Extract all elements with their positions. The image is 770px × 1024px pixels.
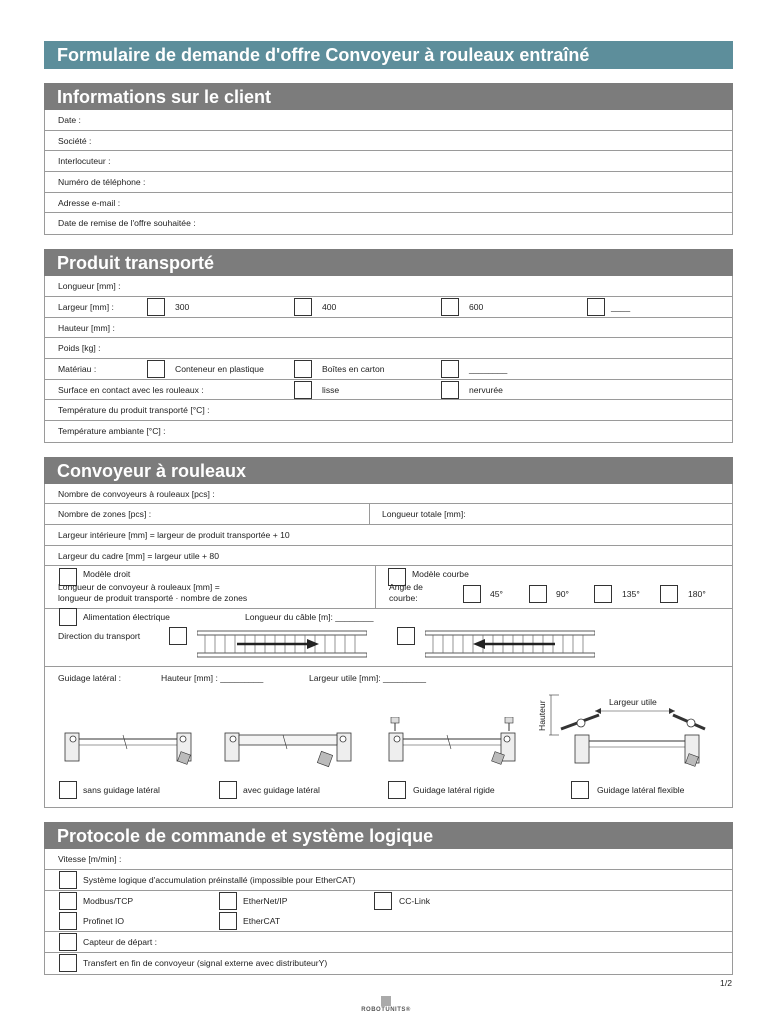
guide-height-field[interactable]: Hauteur [mm] : _________ bbox=[161, 673, 264, 684]
ethernet-ip-checkbox[interactable] bbox=[219, 892, 237, 910]
conveyor-heading: Convoyeur à rouleaux bbox=[44, 457, 733, 484]
width-400-checkbox[interactable] bbox=[294, 298, 312, 316]
direction-left-diagram bbox=[425, 627, 595, 661]
form-title: Formulaire de demande d'offre Convoyeur à rouleaux entraîné bbox=[44, 41, 733, 69]
cc-link-label: CC-Link bbox=[399, 895, 431, 906]
brand-name: ROBOTUNITS® bbox=[361, 1007, 411, 1013]
inner-width-note: Largeur intérieure [mm] = largeur de produit transportée + 10 bbox=[45, 525, 732, 546]
conveyor-section bbox=[44, 484, 733, 809]
angle-135-checkbox[interactable] bbox=[594, 585, 612, 603]
protocols-row-2 bbox=[45, 911, 732, 932]
guide-rigid-checkbox[interactable] bbox=[388, 781, 406, 799]
width-300-label: 300 bbox=[175, 301, 190, 312]
logic-checkbox[interactable] bbox=[59, 871, 77, 889]
ethercat-checkbox[interactable] bbox=[219, 912, 237, 930]
product-heading: Produit transporté bbox=[44, 249, 733, 276]
width-300-checkbox[interactable] bbox=[147, 298, 165, 316]
surface-row bbox=[45, 380, 732, 401]
profinet-label: Profinet IO bbox=[83, 916, 125, 927]
guide-none-label: sans guidage latéral bbox=[83, 785, 160, 796]
material-carton-checkbox[interactable] bbox=[294, 360, 312, 378]
width-400-label: 400 bbox=[322, 301, 337, 312]
ethernet-ip-label: EtherNet/IP bbox=[243, 895, 288, 906]
product-length-field[interactable]: Longueur [mm] : bbox=[45, 276, 732, 297]
ambient-temp-field[interactable]: Température ambiante [°C] : bbox=[58, 425, 166, 436]
material-carton-label: Boîtes en carton bbox=[322, 363, 385, 374]
straight-formula-1: Longueur de convoyeur à rouleaux [mm] = bbox=[58, 582, 220, 593]
surface-label: Surface en contact avec les rouleaux : bbox=[58, 384, 204, 395]
product-weight-field[interactable]: Poids [kg] : bbox=[45, 338, 732, 359]
offer-date-field[interactable]: Date de remise de l'offre souhaitée : bbox=[58, 218, 196, 229]
modbus-checkbox[interactable] bbox=[59, 892, 77, 910]
material-row bbox=[45, 359, 732, 380]
client-section bbox=[44, 110, 733, 235]
guide-flexible-checkbox[interactable] bbox=[571, 781, 589, 799]
material-other-blank[interactable]: ________ bbox=[469, 363, 508, 374]
curve-model-label: Modèle courbe bbox=[412, 569, 469, 580]
zones-row bbox=[45, 504, 732, 525]
surface-ribbed-checkbox[interactable] bbox=[441, 381, 459, 399]
conveyor-count-field[interactable]: Nombre de convoyeurs à rouleaux [pcs] : bbox=[45, 484, 732, 505]
page-number: 1/2 bbox=[720, 978, 732, 988]
curve-angle-label-2: courbe: bbox=[389, 593, 418, 604]
profinet-checkbox[interactable] bbox=[59, 912, 77, 930]
guide-rigid-diagram bbox=[385, 717, 520, 773]
transfer-checkbox[interactable] bbox=[59, 954, 77, 972]
ethercat-label: EtherCAT bbox=[243, 916, 281, 927]
power-checkbox[interactable] bbox=[59, 608, 77, 626]
guide-width-field[interactable]: Largeur utile [mm]: _________ bbox=[309, 673, 427, 684]
direction-left-checkbox[interactable] bbox=[397, 627, 415, 645]
product-width-row bbox=[45, 297, 732, 318]
surface-smooth-label: lisse bbox=[322, 384, 340, 395]
transfer-row bbox=[45, 953, 732, 974]
brand-logo bbox=[350, 996, 422, 1013]
angle-45-checkbox[interactable] bbox=[463, 585, 481, 603]
width-other-checkbox[interactable] bbox=[587, 298, 605, 316]
material-plastic-checkbox[interactable] bbox=[147, 360, 165, 378]
diagram-width-label: Largeur utile bbox=[609, 697, 657, 708]
surface-smooth-checkbox[interactable] bbox=[294, 381, 312, 399]
product-height-field[interactable]: Hauteur [mm] : bbox=[45, 318, 732, 339]
transfer-label: Transfert en fin de convoyeur (signal externe avec distributeurY) bbox=[83, 957, 328, 968]
guide-flexible-label: Guidage latéral flexible bbox=[597, 785, 685, 796]
product-section bbox=[44, 276, 733, 443]
material-other-checkbox[interactable] bbox=[441, 360, 459, 378]
email-field[interactable]: Adresse e-mail : bbox=[45, 193, 732, 214]
company-field[interactable]: Société : bbox=[45, 131, 732, 152]
guide-label: Guidage latéral : bbox=[58, 673, 122, 684]
straight-model-label: Modèle droit bbox=[83, 569, 131, 580]
direction-row bbox=[45, 627, 732, 667]
angle-135-label: 135° bbox=[622, 589, 640, 600]
width-600-checkbox[interactable] bbox=[441, 298, 459, 316]
power-row bbox=[45, 609, 732, 627]
width-600-label: 600 bbox=[469, 301, 484, 312]
angle-180-checkbox[interactable] bbox=[660, 585, 678, 603]
guide-with-label: avec guidage latéral bbox=[243, 785, 320, 796]
model-divider bbox=[375, 566, 376, 608]
material-label: Matériau : bbox=[58, 363, 97, 374]
contact-field[interactable]: Interlocuteur : bbox=[45, 151, 732, 172]
start-sensor-row bbox=[45, 932, 732, 953]
cable-length-field[interactable]: Longueur du câble [m]: ________ bbox=[245, 612, 374, 623]
model-row bbox=[45, 566, 732, 609]
angle-180-label: 180° bbox=[688, 589, 706, 600]
guide-row bbox=[45, 667, 732, 807]
control-section bbox=[44, 849, 733, 974]
angle-90-label: 90° bbox=[556, 589, 569, 600]
total-length-field[interactable]: Longueur totale [mm]: bbox=[382, 509, 466, 520]
form-page bbox=[44, 41, 733, 975]
curve-angle-label-1: Angle de bbox=[389, 582, 423, 593]
protocols-row-1 bbox=[45, 891, 732, 912]
date-field[interactable]: Date : bbox=[45, 110, 732, 131]
straight-formula-2: longueur de produit transporté · nombre de zones bbox=[58, 593, 248, 604]
phone-field[interactable]: Numéro de téléphone : bbox=[45, 172, 732, 193]
frame-width-note: Largeur du cadre [mm] = largeur utile + 80 bbox=[45, 546, 732, 567]
logic-row bbox=[45, 870, 732, 891]
control-heading: Protocole de commande et système logique bbox=[44, 822, 733, 849]
zones-field[interactable]: Nombre de zones [pcs] : bbox=[58, 509, 152, 520]
direction-label: Direction du transport bbox=[58, 631, 141, 642]
diagram-height-label: Hauteur bbox=[537, 700, 547, 732]
product-width-label: Largeur [mm] : bbox=[58, 301, 114, 312]
cc-link-checkbox[interactable] bbox=[374, 892, 392, 910]
start-sensor-checkbox[interactable] bbox=[59, 933, 77, 951]
width-other-blank[interactable]: ____ bbox=[611, 301, 631, 312]
guide-none-diagram bbox=[61, 725, 196, 773]
guide-with-diagram bbox=[221, 725, 356, 773]
direction-right-diagram bbox=[197, 627, 367, 661]
guide-with-checkbox[interactable] bbox=[219, 781, 237, 799]
power-label: Alimentation électrique bbox=[83, 612, 170, 623]
start-sensor-label: Capteur de départ : bbox=[83, 937, 158, 948]
direction-right-checkbox[interactable] bbox=[169, 627, 187, 645]
modbus-label: Modbus/TCP bbox=[83, 895, 134, 906]
client-heading: Informations sur le client bbox=[44, 83, 733, 110]
guide-none-checkbox[interactable] bbox=[59, 781, 77, 799]
logic-label: Système logique d'accumulation préinstallé (impossible pour EtherCAT) bbox=[83, 875, 356, 886]
guide-flexible-diagram bbox=[535, 689, 715, 775]
material-plastic-label: Conteneur en plastique bbox=[175, 363, 264, 374]
guide-rigid-label: Guidage latéral rigide bbox=[413, 785, 495, 796]
speed-field[interactable]: Vitesse [m/min] : bbox=[45, 849, 732, 870]
angle-45-label: 45° bbox=[490, 589, 503, 600]
angle-90-checkbox[interactable] bbox=[529, 585, 547, 603]
robotunits-logo-icon bbox=[381, 996, 391, 1006]
zones-divider bbox=[369, 504, 370, 524]
product-temp-field[interactable]: Température du produit transporté [°C] : bbox=[45, 400, 732, 421]
surface-ribbed-label: nervurée bbox=[469, 384, 503, 395]
